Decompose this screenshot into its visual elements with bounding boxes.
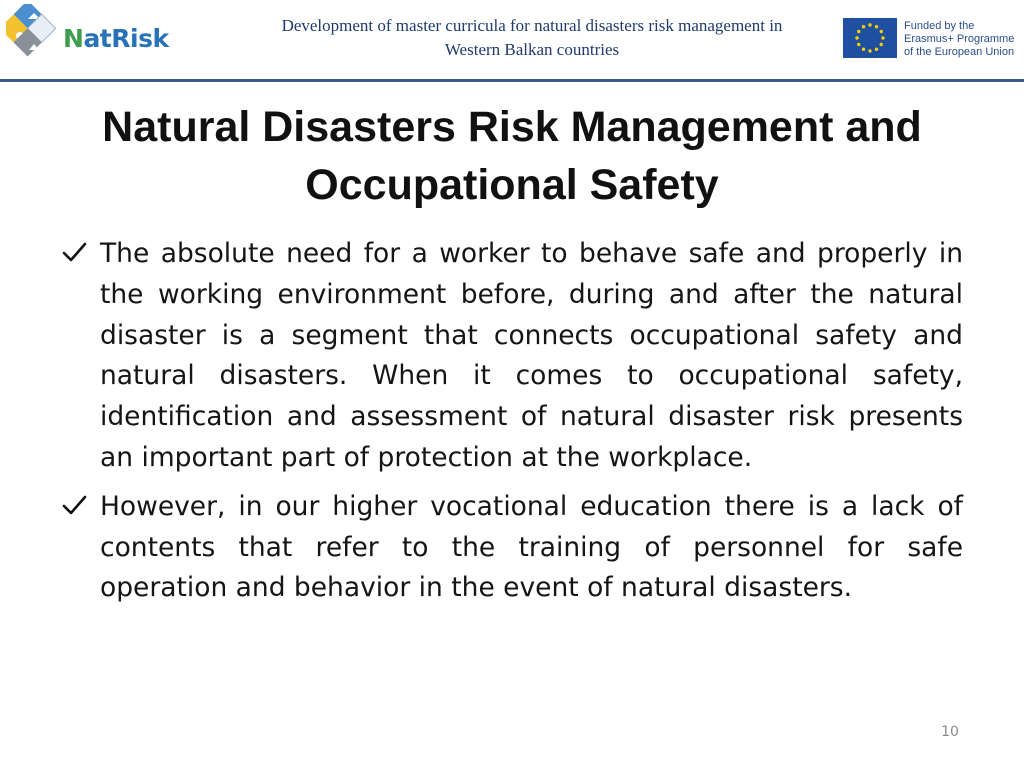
bullet-item: [60, 234, 963, 479]
project-title: Development of master curricula for natural disasters risk management in Western Balkan countries: [281, 16, 783, 59]
header-divider: [0, 79, 1024, 82]
bullet-list: [60, 234, 963, 617]
eu-star-icon: [857, 30, 860, 33]
funding-line-3: of the European Union: [904, 46, 1015, 58]
eu-star-icon: [875, 48, 878, 51]
eu-star-icon: [862, 25, 865, 28]
eu-star-icon: [868, 23, 871, 26]
funding-line-2: Erasmus+ Programme: [904, 33, 1015, 45]
funding-line-1: Funded by the: [904, 20, 975, 32]
natrisk-diamond-icon: [6, 4, 66, 72]
logo-letter-n: N: [63, 24, 84, 53]
eu-flag-icon: [843, 18, 897, 58]
erasmus-funding-note: [904, 20, 1022, 59]
natrisk-logo: [6, 4, 169, 72]
eu-star-icon: [855, 36, 858, 39]
natrisk-wordmark: [63, 24, 169, 53]
eu-star-icon: [868, 49, 871, 52]
bullet-text: However, in our higher vocational education there is a lack of contents that refer to the training of personnel for safe operation and behavior in the event of natural disasters.: [100, 490, 963, 604]
eu-star-icon: [862, 48, 865, 51]
checkmark-icon: [60, 491, 90, 521]
slide-header: [0, 0, 1024, 80]
eu-star-icon: [857, 43, 860, 46]
eu-star-icon: [880, 43, 883, 46]
eu-star-icon: [881, 36, 884, 39]
logo-letters-rest: atRisk: [83, 24, 169, 53]
slide-title: Natural Disasters Risk Management and Occupational Safety: [102, 103, 922, 209]
checkmark-icon: [60, 238, 90, 268]
eu-star-icon: [880, 30, 883, 33]
bullet-item: [60, 487, 963, 609]
eu-star-icon: [875, 25, 878, 28]
page-number: 10: [941, 724, 959, 740]
bullet-text: The absolute need for a worker to behave safe and properly in the working environment before, during and after the natural disaster is a segment that connects occupational safety and natural disasters. When it comes to occupational safety, identification and assessment of natural disaster risk presents an important part of protection at the workplace.: [100, 238, 963, 473]
